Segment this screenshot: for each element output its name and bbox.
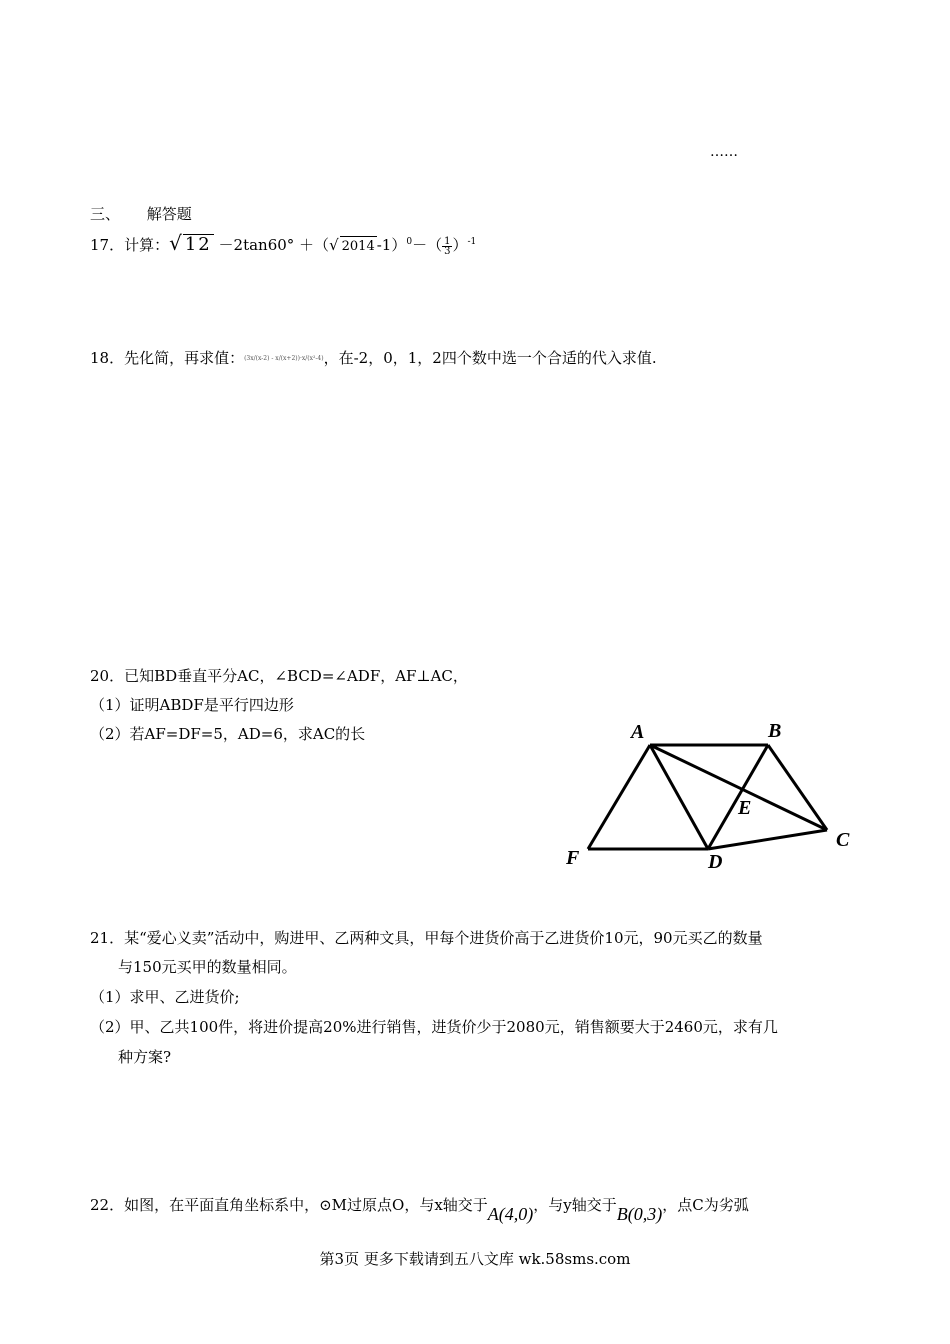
- q21-part1: （1）求甲、乙进货价;: [90, 988, 240, 1006]
- q21-line1: 21．某“爱心义卖”活动中，购进甲、乙两种文具，甲每个进货价高于乙进货价10元，90元买乙的数量: [90, 929, 763, 947]
- q20-part1: （1）证明ABDF是平行四边形: [90, 696, 294, 714]
- label-b: B: [768, 720, 782, 742]
- q21-part2a: （2）甲、乙共100件，将进价提高20%进行销售，进货价少于2080元，销售额要大于2460元，求有几: [90, 1018, 778, 1036]
- q18-expression: (3x/(x-2) - x/(x+2))·x/(x²-4): [244, 355, 324, 362]
- geometry-figure: [560, 718, 860, 878]
- label-a: A: [631, 721, 645, 743]
- q21-line2: 与150元买甲的数量相同。: [118, 958, 297, 976]
- q22-part2: ，与y轴交于: [533, 1196, 617, 1214]
- segment-dc: [708, 830, 827, 849]
- section-heading: [90, 204, 192, 224]
- q22-part3: ，点C为劣弧: [662, 1196, 749, 1214]
- q17-label: 17．计算：: [90, 236, 170, 254]
- q20-part2: （2）若AF=DF=5，AD=6，求AC的长: [90, 725, 366, 743]
- q17-frac-num: 1: [444, 235, 451, 247]
- q17-part5: ）: [452, 236, 468, 254]
- q17-fraction: [442, 237, 452, 256]
- label-c: C: [836, 829, 850, 851]
- q17-sqrt2014: 2014: [340, 236, 377, 257]
- q17-exp-neg1: -1: [467, 237, 477, 247]
- label-d: D: [708, 851, 723, 873]
- q18-rest: ，在-2，0，1，2四个数中选一个合适的代入求值.: [323, 349, 657, 367]
- q21-part2b: 种方案?: [118, 1048, 172, 1066]
- q20-stem: 20．已知BD垂直平分AC，∠BCD=∠ADF，AF⊥AC，: [90, 667, 468, 685]
- q18-label: 18．先化简，再求值：: [90, 349, 245, 367]
- question-17: [90, 232, 476, 257]
- q17-exp0: 0: [406, 237, 413, 247]
- label-f: F: [566, 847, 580, 869]
- section-title: 解答题: [146, 205, 192, 223]
- label-e: E: [738, 797, 752, 819]
- question-22: [90, 1194, 749, 1224]
- q22-part1: 22．如图，在平面直角坐标系中，⊙M过原点O，与x轴交于: [90, 1196, 488, 1214]
- sqrt-symbol: √: [329, 236, 339, 254]
- q17-frac-den: 3: [444, 245, 451, 257]
- q17-part3: -1）: [376, 236, 407, 254]
- q17-part4: －（: [412, 236, 443, 254]
- segment-af: [588, 745, 650, 849]
- page-footer: 第3页 更多下载请到五八文库 wk.58sms.com: [319, 1250, 631, 1268]
- sqrt-symbol: √: [169, 231, 182, 255]
- ellipsis: ……: [710, 144, 738, 160]
- q17-sqrt12: 12: [184, 234, 212, 255]
- q17-part2: －2tan60° ＋（: [218, 236, 330, 254]
- question-18: [90, 348, 657, 369]
- segment-ad: [650, 745, 708, 849]
- section-number: 三、: [90, 205, 121, 223]
- q22-point-b: B(0,3): [616, 1204, 663, 1224]
- q22-point-a: A(4,0): [487, 1204, 534, 1224]
